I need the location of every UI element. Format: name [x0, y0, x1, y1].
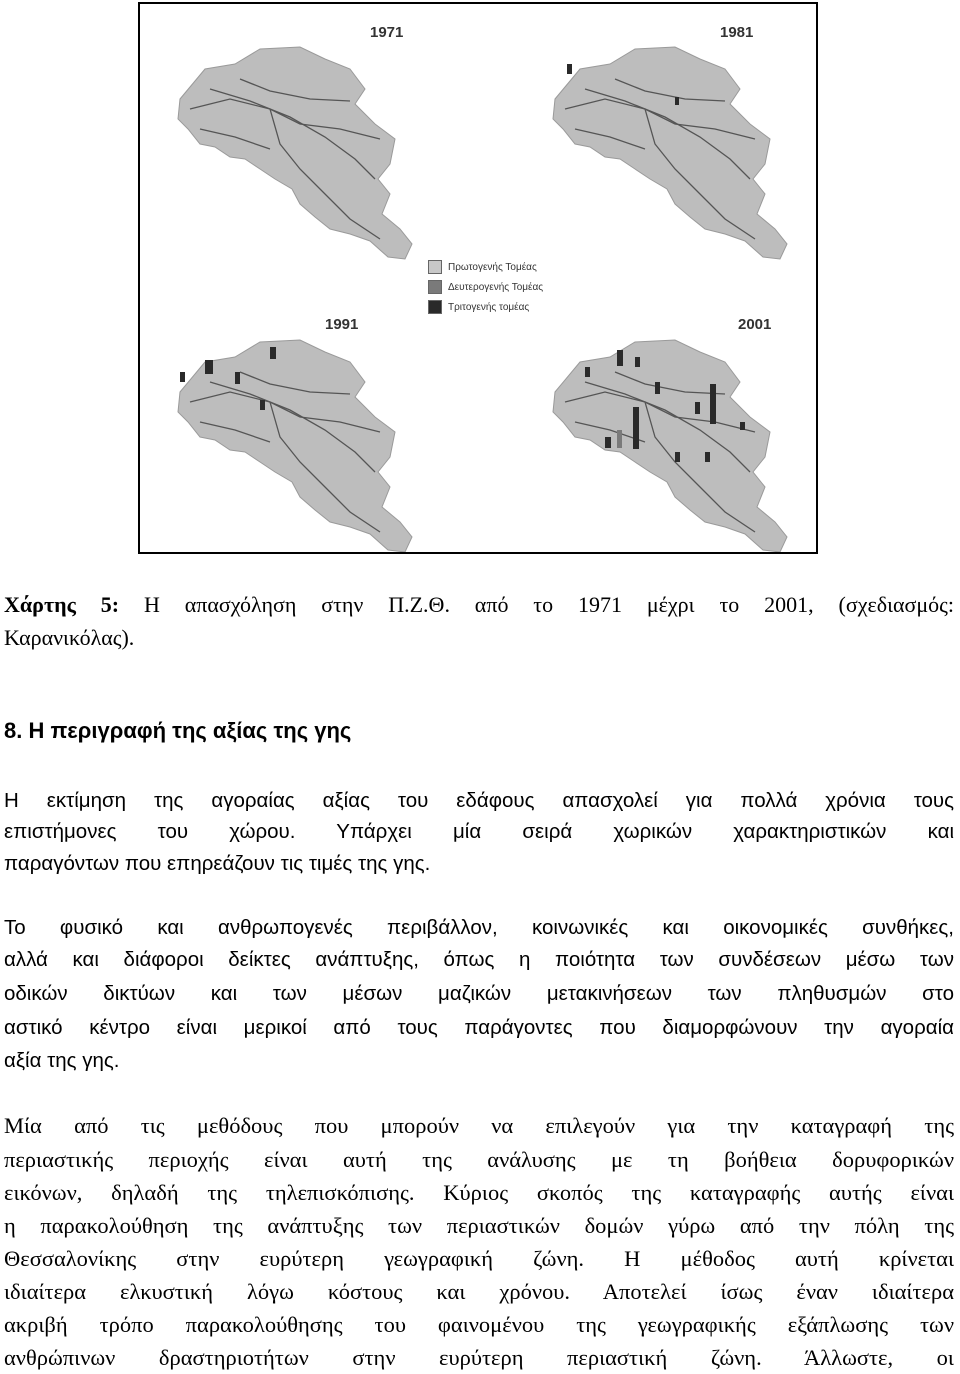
- paragraph-line: ανθρώπινων δραστηριοτήτων στην ευρύτερη περιαστική ζώνη. Άλλωστε, οι: [4, 1345, 954, 1370]
- legend-swatch-primary: [428, 260, 442, 274]
- legend-swatch-tertiary: [428, 300, 442, 314]
- paragraph-line: αστικό κέντρο είναι μερικοί από τους παράγοντες που διαμορφώνουν την αγοραία: [4, 1016, 954, 1039]
- paragraph-line: οδικών δικτύων και των μέσων μαζικών μετακινήσεων των πληθυσμών στο: [4, 982, 954, 1005]
- paragraph-line: ιδιαίτερα ελκυστική λόγω κόστους και χρόνου. Αποτελεί ίσως έναν ιδιαίτερα: [4, 1279, 954, 1304]
- paragraph-line: περιαστικής περιοχής είναι αυτή της ανάλυσης με τη βοήθεια δορυφορικών: [4, 1147, 954, 1172]
- caption-label: Χάρτης 5:: [4, 592, 120, 617]
- legend-label-secondary: Δευτερογενής Τομέας: [448, 281, 544, 293]
- paragraph-line: αλλά και διάφοροι δείκτες ανάπτυξης, όπως η ποιότητα των συνδέσεων μέσω των: [4, 948, 954, 971]
- caption-text: Η απασχόληση στην Π.Ζ.Θ. από το 1971 μέχρι το 2001, (σχεδιασμός:: [143, 592, 955, 617]
- paragraph-line: Θεσσαλονίκης στην ευρύτερη γεωγραφική ζώνη. Η μέθοδος αυτή κρίνεται: [4, 1246, 954, 1271]
- figure-caption-line2: Καρανικόλας).: [4, 625, 135, 650]
- map-1981: [553, 47, 787, 259]
- paragraph-line: εικόνων, δηλαδή της τηλεπισκόπισης. Κύριος σκοπός της καταγραφής αυτής είναι: [4, 1180, 954, 1205]
- map-2001: [553, 340, 787, 552]
- legend-item-primary: [428, 257, 543, 277]
- paragraph-line: Το φυσικό και ανθρωπογενές περιβάλλον, κοινωνικές και οικονομικές συνθήκες,: [4, 916, 954, 939]
- legend-item-tertiary: [428, 297, 543, 317]
- year-label-1971: 1971: [370, 24, 404, 41]
- year-label-2001: 2001: [738, 316, 772, 333]
- legend-label-tertiary: Τριτογενής τομέας: [448, 301, 530, 313]
- employment-maps-figure: [138, 2, 818, 554]
- map-1971: [178, 47, 412, 259]
- year-label-1981: 1981: [720, 24, 754, 41]
- year-label-1991: 1991: [325, 316, 359, 333]
- paragraph-line: παραγόντων που επηρεάζουν τις τιμές της γης.: [4, 852, 431, 875]
- map-legend: [428, 257, 543, 317]
- figure-caption: [4, 588, 954, 621]
- paragraph-line: επιστήμονες του χώρου. Υπάρχει μία σειρά χωρικών χαρακτηριστικών και: [4, 820, 954, 843]
- paragraph-line: ακριβή τρόπο παρακολούθησης του φαινομένου της γεωγραφικής εξάπλωσης των: [4, 1312, 954, 1337]
- legend-swatch-secondary: [428, 280, 442, 294]
- map-1991: [178, 340, 412, 552]
- legend-item-secondary: [428, 277, 543, 297]
- legend-label-primary: Πρωτογενής Τομέας: [448, 261, 537, 273]
- section-heading: 8. Η περιγραφή της αξίας της γης: [4, 718, 352, 743]
- paragraph-line: η παρακολούθηση της ανάπτυξης των περιαστικών δομών γύρω από την πόλη της: [4, 1213, 954, 1238]
- paragraph-line: αξία της γης.: [4, 1049, 120, 1072]
- paragraph-line: Μία από τις μεθόδους που μπορούν να επιλεγούν για την καταγραφή της: [4, 1113, 954, 1138]
- paragraph-line: Η εκτίμηση της αγοραίας αξίας του εδάφους απασχολεί για πολλά χρόνια τους: [4, 789, 954, 812]
